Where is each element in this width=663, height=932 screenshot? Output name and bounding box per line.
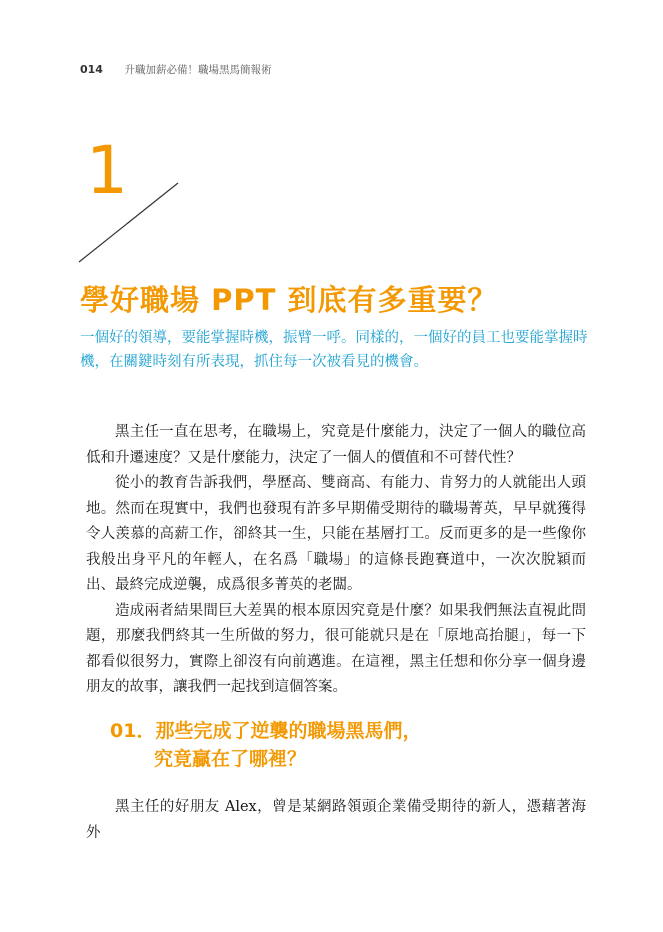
page-number: 014 <box>80 63 103 76</box>
paragraph: 黑主任的好朋友 Alex，曾是某網路領頭企業備受期待的新人，憑藉著海外 <box>86 799 586 841</box>
section-title: 學好職場 PPT 到底有多重要？ <box>80 283 498 317</box>
subheading <box>110 717 421 773</box>
body-text-continued <box>86 795 586 846</box>
running-header <box>80 62 271 77</box>
paragraph: 黑主任一直在思考，在職場上，究竟是什麼能力，決定了一個人的職位高低和升遷速度？又是什麼能力，決定了一個人的價值和不可替代性？ <box>86 424 586 466</box>
chapter-number: 1 <box>86 132 128 209</box>
paragraph: 造成兩者結果間巨大差異的根本原因究竟是什麼？如果我們無法直視此問題，那麼我們終其一生所做的努力，很可能就只是在「原地高抬腿」，每一下都看似很努力，實際上卻沒有向前邁進。在這裡，黑主任想和你分享一個身邊朋友的故事，讓我們一起找到這個答案。 <box>86 602 586 695</box>
subheading-line-1: 01．那些完成了逆襲的職場黑馬們， <box>110 720 422 742</box>
subheading-line-2: 究竟贏在了哪裡？ <box>154 748 307 770</box>
body-text <box>86 420 586 701</box>
paragraph: 從小的教育告訴我們，學歷高、雙商高、有能力、肯努力的人就能出人頭地。然而在現實中，我們也發現有許多早期備受期待的職場菁英，早早就獲得令人羡慕的高薪工作，卻終其一生，只能在基層打工。反而更多的是一些像你我般出身平凡的年輕人，在名爲「職場」的這條長跑賽道中，一次次脫穎而出、最終完成逆襲，成爲很多菁英的老闆。 <box>86 475 586 593</box>
book-title: 升職加薪必備！職場黑馬簡報術 <box>124 64 272 76</box>
lead-paragraph: 一個好的領導，要能掌握時機，振臂一呼。同樣的，一個好的員工也要能掌握時機，在關鍵時刻有所表現，抓住每一次被看見的機會。 <box>80 330 588 370</box>
diagonal-divider <box>78 182 182 264</box>
